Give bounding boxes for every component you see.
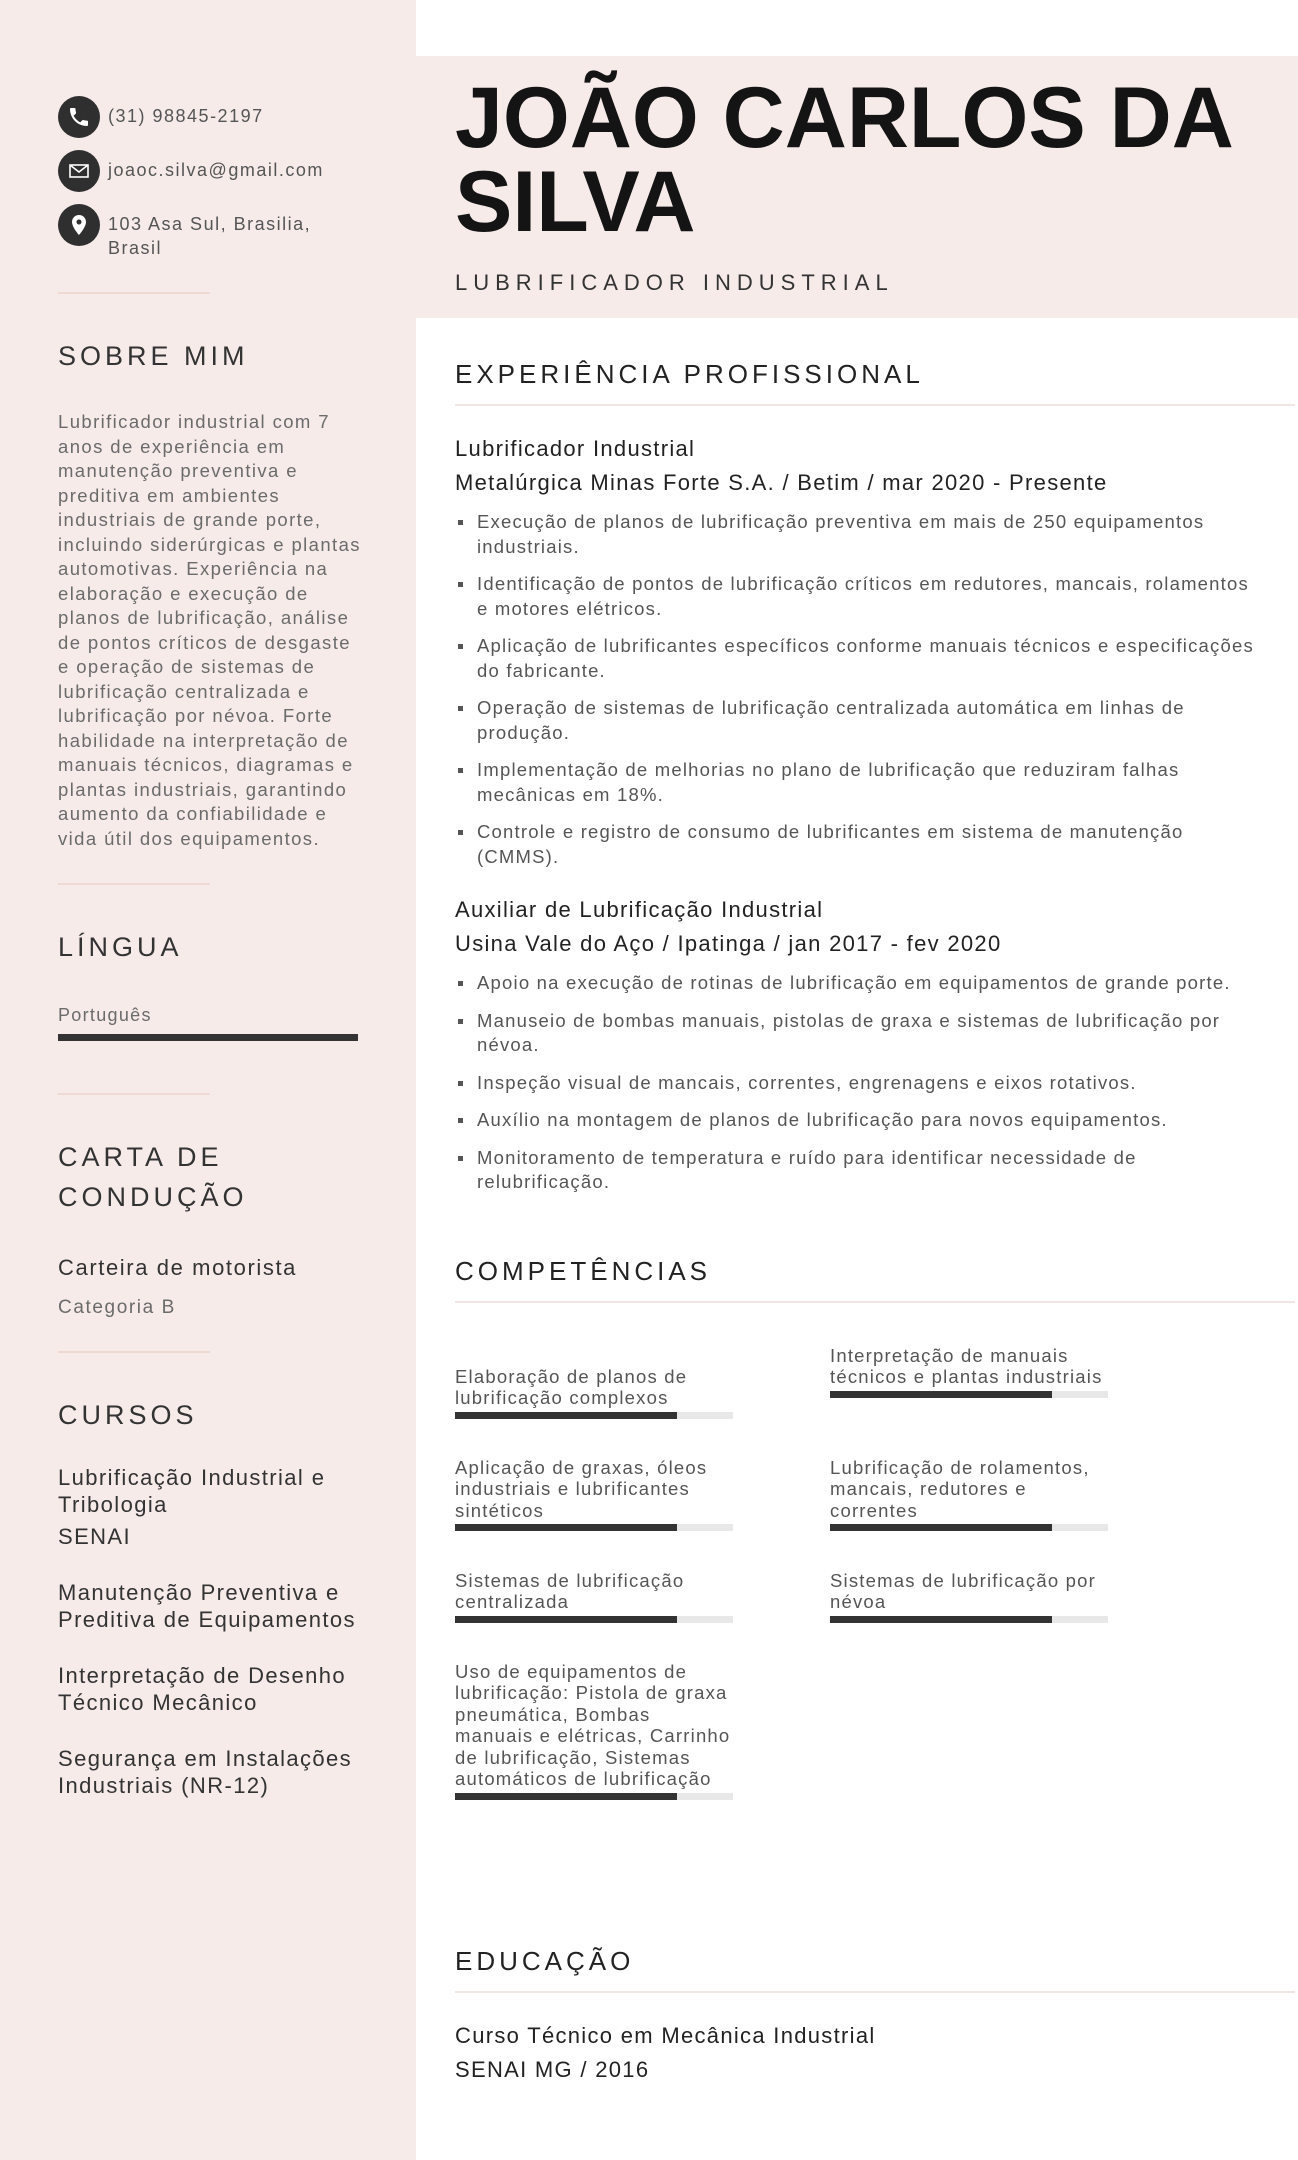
skill-item	[455, 1570, 733, 1623]
skill-level-fill	[455, 1616, 677, 1623]
list-item: Inspeção visual de mancais, correntes, engrenagens e eixos rotativos.	[455, 1071, 1255, 1096]
skill-item	[830, 1345, 1108, 1398]
skill-level-fill	[830, 1391, 1052, 1398]
skills-grid	[455, 1323, 1295, 1863]
divider	[58, 1351, 210, 1353]
license-title: Carteira de motorista	[58, 1255, 298, 1280]
skill-level-bar	[455, 1616, 733, 1623]
list-item: Aplicação de lubrificantes específicos conforme manuais técnicos e especificações do fabricante.	[455, 634, 1255, 683]
contact-address	[58, 204, 368, 260]
list-item: Auxílio na montagem de planos de lubrificação para novos equipamentos.	[455, 1108, 1255, 1133]
job-meta: Usina Vale do Aço / Ipatinga / jan 2017 - fev 2020	[455, 931, 1002, 956]
list-item: Operação de sistemas de lubrificação centralizada automática em linhas de produção.	[455, 696, 1255, 745]
divider	[455, 1991, 1295, 1993]
job-role: Auxiliar de Lubrificação Industrial	[455, 897, 824, 922]
language-name: Português	[58, 1005, 152, 1025]
skill-level-fill	[830, 1524, 1052, 1531]
contact-phone	[58, 96, 368, 138]
skills-heading: COMPETÊNCIAS	[455, 1255, 712, 1286]
job-bullets	[455, 510, 1255, 869]
list-item: Controle e registro de consumo de lubrificantes em sistema de manutenção (CMMS).	[455, 820, 1255, 869]
course-title: Segurança em Instalações Industriais (NR-12)	[58, 1746, 353, 1798]
skill-level-fill	[455, 1793, 677, 1800]
skill-level-fill	[830, 1616, 1052, 1623]
list-item: Manuseio de bombas manuais, pistolas de graxa e sistemas de lubrificação por névoa.	[455, 1009, 1255, 1058]
education-heading: EDUCAÇÃO	[455, 1945, 635, 1976]
email-address: joaoc.silva@gmail.com	[108, 160, 324, 180]
course-item	[58, 1746, 368, 1799]
skill-label: Sistemas de lubrificação por névoa	[830, 1569, 1096, 1612]
job-entry	[455, 436, 1295, 869]
skill-level-bar	[455, 1412, 733, 1419]
job-meta: Metalúrgica Minas Forte S.A. / Betim / mar 2020 - Presente	[455, 470, 1108, 495]
divider	[58, 1093, 210, 1095]
skill-item	[455, 1661, 733, 1800]
divider	[455, 1301, 1295, 1303]
divider	[58, 883, 210, 885]
address: 103 Asa Sul, Brasilia, Brasil	[108, 214, 312, 258]
skill-level-bar	[830, 1616, 1108, 1623]
course-title: Manutenção Preventiva e Preditiva de Equipamentos	[58, 1580, 356, 1632]
about-text: Lubrificador industrial com 7 anos de experiência em manutenção preventiva e preditiva em ambientes industriais de grande porte, incluindo siderúrgicas e plantas automotivas. Experiência na elaboração e execução de planos de lubrificação, análise de pontos críticos de desgaste e operação de sistemas de lubrificação centralizada e lubrificação por névoa. Forte habilidade na interpretação de manuais técnicos, diagramas e plantas industriais, garantindo aumento da confiabilidade e vida útil dos equipamentos.	[58, 411, 361, 849]
skill-item	[830, 1570, 1108, 1623]
course-item	[58, 1465, 368, 1550]
phone-number: (31) 98845-2197	[108, 106, 264, 126]
skill-level-bar	[455, 1793, 733, 1800]
location-pin-icon	[58, 204, 100, 246]
skill-level-bar	[455, 1524, 733, 1531]
skill-level-fill	[455, 1524, 677, 1531]
course-institution: SENAI	[58, 1524, 132, 1549]
skill-level-bar	[830, 1391, 1108, 1398]
job-title: LUBRIFICADOR INDUSTRIAL	[455, 270, 894, 295]
list-item: Monitoramento de temperatura e ruído para identificar necessidade de relubrificação.	[455, 1146, 1255, 1195]
course-title: Interpretação de Desenho Técnico Mecânico	[58, 1663, 346, 1715]
license-heading: CARTA DE CONDUÇÃO	[58, 1142, 248, 1212]
course-title: Lubrificação Industrial e Tribologia	[58, 1465, 326, 1517]
divider	[455, 404, 1295, 406]
language-heading: LÍNGUA	[58, 932, 183, 962]
sidebar-content	[58, 96, 368, 1799]
language-level-bar	[58, 1034, 358, 1041]
skill-label: Elaboração de planos de lubrificação complexos	[455, 1365, 688, 1408]
skill-item	[455, 1457, 733, 1532]
mail-icon	[58, 150, 100, 192]
skill-label: Interpretação de manuais técnicos e plantas industriais	[830, 1344, 1103, 1387]
course-item	[58, 1580, 368, 1633]
divider	[58, 292, 210, 294]
course-item	[58, 1663, 368, 1716]
skill-label: Sistemas de lubrificação centralizada	[455, 1569, 685, 1612]
job-role: Lubrificador Industrial	[455, 436, 696, 461]
experience-heading: EXPERIÊNCIA PROFISSIONAL	[455, 359, 924, 389]
list-item: Apoio na execução de rotinas de lubrificação em equipamentos de grande porte.	[455, 971, 1255, 996]
phone-icon	[58, 96, 100, 138]
skill-label: Lubrificação de rolamentos, mancais, redutores e correntes	[830, 1456, 1090, 1521]
license-category: Categoria B	[58, 1297, 176, 1318]
job-entry	[455, 897, 1295, 1195]
about-heading: SOBRE MIM	[58, 341, 249, 371]
job-bullets	[455, 971, 1255, 1195]
main-content	[455, 356, 1295, 2083]
contact-email	[58, 150, 368, 192]
skill-item	[830, 1457, 1108, 1532]
skill-item	[455, 1366, 733, 1419]
skill-level-fill	[455, 1412, 677, 1419]
education-title: Curso Técnico em Mecânica Industrial	[455, 2022, 876, 2048]
sidebar	[0, 0, 416, 2160]
education-institution: SENAI MG / 2016	[455, 2056, 650, 2082]
candidate-name: JOÃO CARLOS DA SILVA	[455, 70, 1231, 250]
list-item: Implementação de melhorias no plano de lubrificação que reduziram falhas mecânicas em 18%.	[455, 758, 1255, 807]
list-item: Identificação de pontos de lubrificação críticos em redutores, mancais, rolamentos e motores elétricos.	[455, 572, 1255, 621]
list-item: Execução de planos de lubrificação preventiva em mais de 250 equipamentos industriais.	[455, 510, 1255, 559]
skill-label: Uso de equipamentos de lubrificação: Pistola de graxa pneumática, Bombas manuais e elétricas, Carrinho de lubrificação, Sistemas automáticos de lubrificação	[455, 1660, 731, 1789]
courses-heading: CURSOS	[58, 1400, 198, 1430]
skill-label: Aplicação de graxas, óleos industriais e lubrificantes sintéticos	[455, 1456, 708, 1521]
skill-level-bar	[830, 1524, 1108, 1531]
